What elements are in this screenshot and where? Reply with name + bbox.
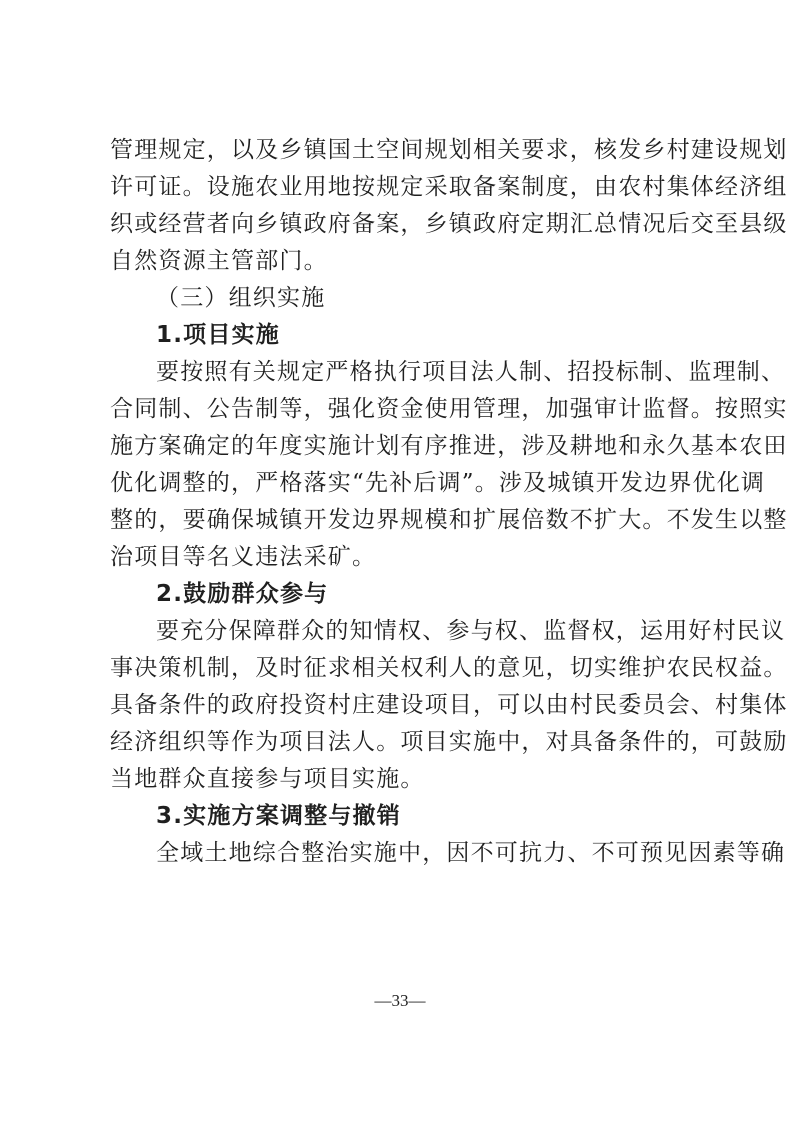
- text-line: 治项目等名义违法采矿。: [110, 544, 377, 570]
- text-line: 要充分保障群众的知情权、参与权、监督权，运用好村民议: [156, 618, 786, 644]
- text-line: 整的，要确保城镇开发边界规模和扩展倍数不扩大。不发生以整: [110, 507, 788, 533]
- text-line: 要按照有关规定严格执行项目法人制、招投标制、监理制、: [156, 359, 786, 385]
- text-line: 合同制、公告制等，强化资金使用管理，加强审计监督。按照实: [110, 396, 788, 422]
- text-line: 优化调整的，严格落实“先补后调”。涉及城镇开发边界优化调: [110, 470, 766, 496]
- text-line: 管理规定，以及乡镇国土空间规划相关要求，核发乡村建设规划: [110, 137, 788, 163]
- subsection-heading: 1.项目实施: [156, 322, 280, 348]
- text-line: 许可证。设施农业用地按规定采取备案制度，由农村集体经济组: [110, 174, 788, 200]
- document-body: [110, 132, 788, 872]
- text-line: 当地群众直接参与项目实施。: [110, 766, 425, 792]
- text-line: 全域土地综合整治实施中，因不可抗力、不可预见因素等确: [156, 840, 786, 866]
- text-line: 施方案确定的年度实施计划有序推进，涉及耕地和永久基本农田: [110, 433, 788, 459]
- text-line: 自然资源主管部门。: [110, 248, 328, 274]
- section-heading: （三）组织实施: [156, 285, 326, 311]
- page-number: —33—: [374, 991, 426, 1010]
- text-line: 事决策机制，及时征求相关权利人的意见，切实维护农民权益。: [110, 655, 788, 681]
- text-line: 经济组织等作为项目法人。项目实施中，对具备条件的，可鼓励: [110, 729, 788, 755]
- subsection-heading: 2.鼓励群众参与: [156, 581, 329, 607]
- text-line: 具备条件的政府投资村庄建设项目，可以由村民委员会、村集体: [110, 692, 788, 718]
- subsection-heading: 3.实施方案调整与撤销: [156, 803, 401, 829]
- text-line: 织或经营者向乡镇政府备案，乡镇政府定期汇总情况后交至县级: [110, 211, 788, 237]
